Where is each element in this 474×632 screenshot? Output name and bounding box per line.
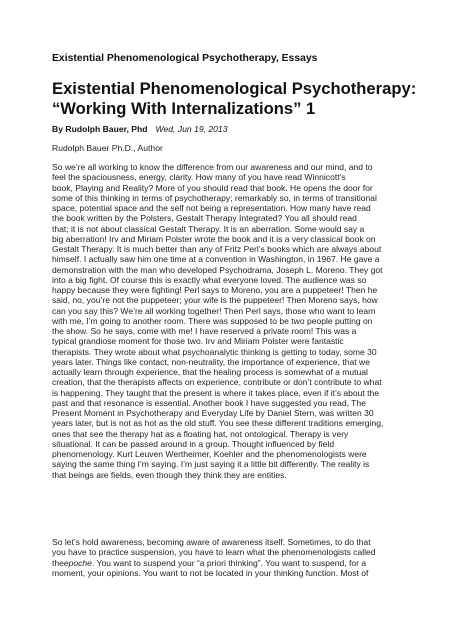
paragraph-line: phenomenology. Kurt Leuven Wertheimer, Koehler and the phenomenologists were <box>52 449 367 459</box>
paragraph-fragment: the <box>52 557 64 568</box>
paragraph-line: saying the same thing I’m saying. I’m just saying it a little bit differently. The reality is <box>52 459 370 470</box>
author-credit: Rudolph Bauer Ph.D., Author <box>52 143 163 153</box>
paragraph-line: big aberration! Irv and Miriam Polster wrote the book and it is a very classical book on <box>52 233 376 244</box>
paragraph-line: can you say this? We’re all working together! Then Perl says, those who want to learn <box>52 305 376 316</box>
paragraph-line: ones that see the therapy hat as a floating hat, not ontological. Therapy is very <box>52 428 349 439</box>
paragraph-emphasis: epoche <box>63 557 92 568</box>
paragraph-line: is happening. They taught that the present is where it takes place, even if it’s about the <box>52 387 380 398</box>
title-line-2: “Working With Internalizations” 1 <box>52 98 316 118</box>
byline <box>52 124 228 134</box>
document-title <box>52 79 432 118</box>
paragraph-line: therapists. They wrote about what psychoanalytic thinking is getting to today, some 30 <box>52 346 377 357</box>
byline-author: By Rudolph Bauer, Phd <box>52 124 148 134</box>
running-header: Existential Phenomenological Psychotherapy, Essays <box>52 53 318 64</box>
paragraph-line: himself. I actually saw him one time at a convention in Washington, in 1967. He gave a <box>52 254 380 265</box>
paragraph-line: the show. So he says, come with me! I have reserved a private room! This was a <box>52 326 357 336</box>
paragraph-line: Present Moment in Psychotherapy and Everyday Life by Daniel Stern, was written 30 <box>52 408 374 418</box>
paragraph-line: that; it is not about classical Gestalt Therapy. It is an aberration. Some would say a <box>52 223 365 234</box>
paragraph-line: moment, your opinions. You want to not be located in your thinking function. Most of <box>52 567 369 578</box>
paragraph-line: years later, but is not as hot as the old stuff. You see these different traditions emerging, <box>52 418 384 429</box>
paragraph-line: situational. It can be passed around in a group. Thought influenced by field <box>52 438 335 449</box>
paragraph-line: with me, I’m going to another room. There was supposed to be two people putting on <box>52 315 373 326</box>
paragraph-line: space, potential space and the self not being a representation. How many have read <box>52 203 371 213</box>
paragraph-fragment: . You want to suspend your “a priori thinking”. You want to suspend, for a <box>91 557 367 568</box>
body-paragraph-1 <box>52 162 434 480</box>
body-paragraph-2 <box>52 537 434 578</box>
paragraph-line: Gestalt Therapy. It is much better than any of Fritz Perl’s books which are always about <box>52 244 382 254</box>
byline-date: Wed, Jun 19, 2013 <box>155 124 228 134</box>
paragraph-line: happy because they were fighting! Perl says to Moreno, you are a puppeteer! Then he <box>52 285 378 295</box>
paragraph-line: So we’re all working to know the difference from our awareness and our mind, and to <box>52 162 373 172</box>
paragraph-line: demonstration with the man who developed Psychodrama, Joseph L. Moreno. They got <box>52 264 383 275</box>
title-line-1: Existential Phenomenological Psychotherapy: <box>52 79 417 98</box>
paragraph-line: So let’s hold awareness, becoming aware of awareness itself. Sometimes, to do that <box>52 537 371 547</box>
paragraph-line: book, Playing and Reality? More of you should read that book. He opens the door for <box>52 182 373 193</box>
paragraph-line: said, no, you’re not the puppeteer; your wife is the puppeteer! Then Moreno says, how <box>52 295 378 306</box>
paragraph-line <box>52 558 434 568</box>
paragraph-line: typical grandiose moment for those two. Irv and Miriam Polster were fantastic <box>52 336 344 347</box>
paragraph-line: into a big fight. Of course this is exactly what everyone loved. The audience was so <box>52 274 367 285</box>
paragraph-line: actually learn through experience, that the healing process is somewhat of a mutual <box>52 367 368 377</box>
paragraph-line: that beings are fields, even though they think they are entities. <box>52 469 287 480</box>
paragraph-line: past and that resonance is essential. Another book I have suggested you read, The <box>52 397 366 408</box>
paragraph-line: some of this thinking in terms of psychotherapy; remarkably so, in terms of transitional <box>52 192 377 203</box>
paragraph-line: you have to practice suspension, you have to learn what the phenomenologists called <box>52 547 376 558</box>
paragraph-line: feel the spaciousness, energy, clarity. How many of you have read Winnicott’s <box>52 172 346 183</box>
paragraph-line: creation, that the therapists affects on experience, contribute or don’t contribute to what <box>52 377 382 388</box>
paragraph-line: years later. Things like contact, non-neutrality, the importance of experience, that we <box>52 356 370 367</box>
paragraph-line: the book written by the Polsters, Gestalt Therapy Integrated? You all should read <box>52 213 357 224</box>
